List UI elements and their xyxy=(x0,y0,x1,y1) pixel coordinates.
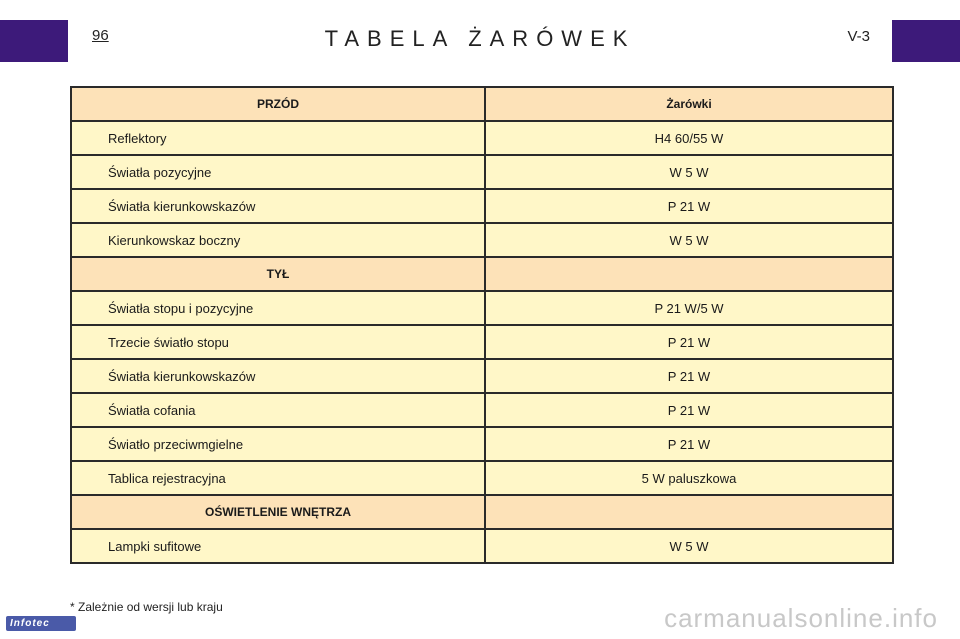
bulb-location: Światła pozycyjne xyxy=(71,155,485,189)
bulb-type: P 21 W xyxy=(485,359,893,393)
bulb-location: Światła kierunkowskazów xyxy=(71,189,485,223)
bulb-type: P 21 W xyxy=(485,427,893,461)
bulb-location: Lampki sufitowe xyxy=(71,529,485,563)
table-row xyxy=(71,529,893,563)
bulb-location: Światło przeciwmgielne xyxy=(71,427,485,461)
bulb-type: P 21 W/5 W xyxy=(485,291,893,325)
table-row xyxy=(71,393,893,427)
table-row xyxy=(71,155,893,189)
interior-heading: OŚWIETLENIE WNĘTRZA xyxy=(71,495,485,529)
bulb-type: W 5 W xyxy=(485,223,893,257)
bulb-type: H4 60/55 W xyxy=(485,121,893,155)
bulb-location: Tablica rejestracyjna xyxy=(71,461,485,495)
table-header-row xyxy=(71,87,893,121)
table-row xyxy=(71,189,893,223)
section-code: V-3 xyxy=(847,28,870,45)
section-heading-row xyxy=(71,495,893,529)
bulb-location: Światła stopu i pozycyjne xyxy=(71,291,485,325)
bulb-location: Światła cofania xyxy=(71,393,485,427)
bulb-type: P 21 W xyxy=(485,393,893,427)
footnote: * Zależnie od wersji lub kraju xyxy=(70,600,223,614)
bulb-type: P 21 W xyxy=(485,189,893,223)
bulb-type: W 5 W xyxy=(485,529,893,563)
bulb-location: Kierunkowskaz boczny xyxy=(71,223,485,257)
table-row xyxy=(71,223,893,257)
page-title: TABELA ŻARÓWEK xyxy=(324,26,636,51)
table-row xyxy=(71,325,893,359)
bulb-type: 5 W paluszkowa xyxy=(485,461,893,495)
table-row xyxy=(71,461,893,495)
bulb-location: Reflektory xyxy=(71,121,485,155)
section-heading-row xyxy=(71,257,893,291)
empty-heading-cell xyxy=(485,257,893,291)
watermark: carmanualsonline.info xyxy=(664,603,938,633)
bulbs-heading: Żarówki xyxy=(485,87,893,121)
bulb-location: Światła kierunkowskazów xyxy=(71,359,485,393)
infotec-logo: Infotec xyxy=(6,616,76,631)
bulb-type: W 5 W xyxy=(485,155,893,189)
front-heading: PRZÓD xyxy=(71,87,485,121)
table-row xyxy=(71,121,893,155)
page-number: 96 xyxy=(92,27,109,44)
table-row xyxy=(71,427,893,461)
table-row xyxy=(71,291,893,325)
empty-heading-cell xyxy=(485,495,893,529)
bulb-type: P 21 W xyxy=(485,325,893,359)
table-row xyxy=(71,359,893,393)
rear-heading: TYŁ xyxy=(71,257,485,291)
bulb-table xyxy=(70,86,894,564)
bulb-location: Trzecie światło stopu xyxy=(71,325,485,359)
